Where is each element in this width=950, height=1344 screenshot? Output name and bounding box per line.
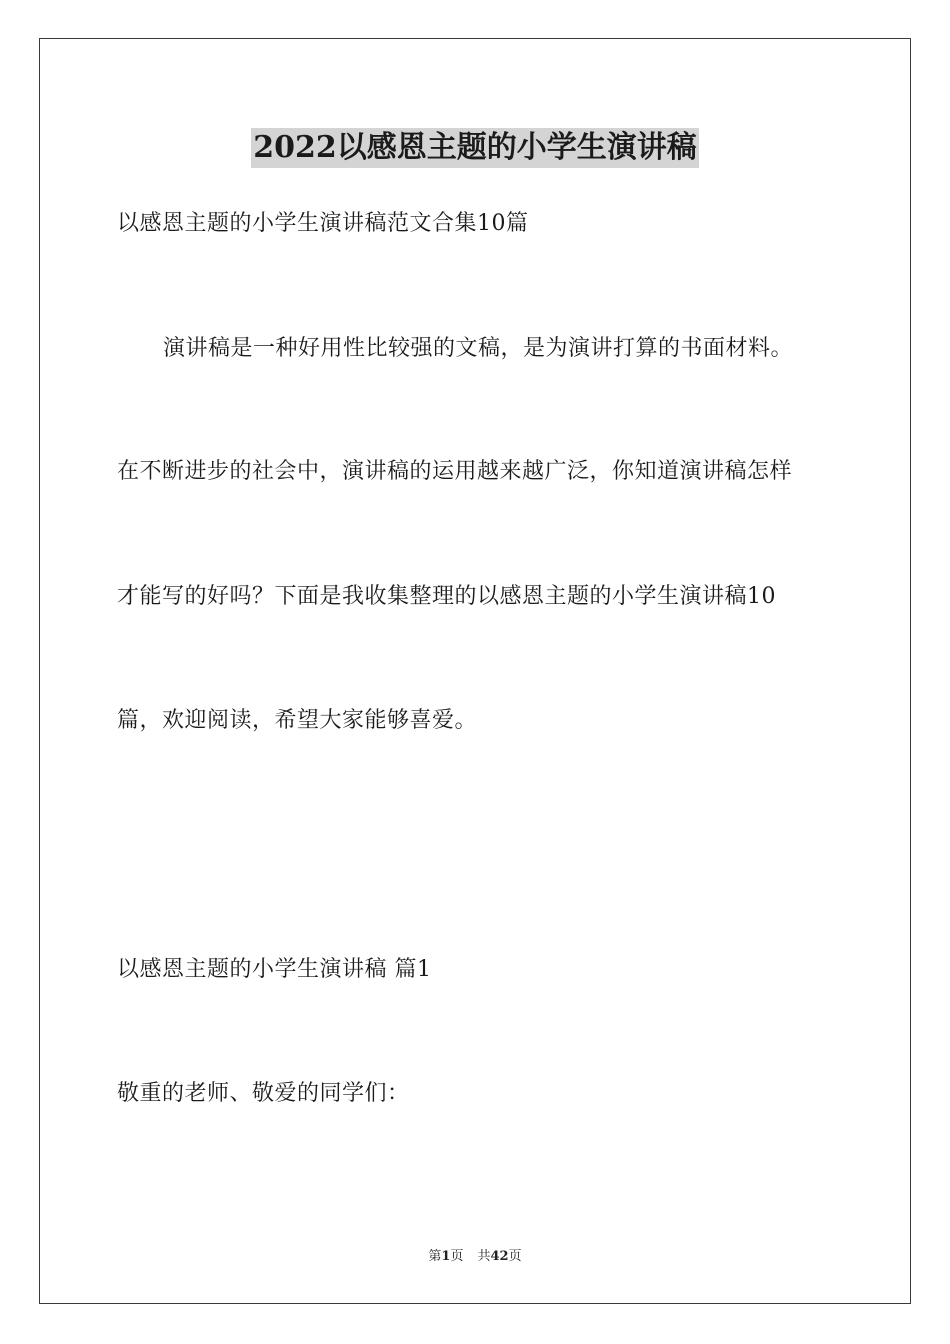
section-heading: 以感恩主题的小学生演讲稿 篇1: [117, 957, 432, 982]
footer-page-suffix: 页: [450, 1249, 464, 1264]
title-container: [0, 128, 950, 168]
footer-total-prefix: 共: [477, 1249, 491, 1264]
intro-line-3: 才能写的好吗？下面是我收集整理的以感恩主题的小学生演讲稿10: [117, 584, 776, 609]
document-title: 2022以感恩主题的小学生演讲稿: [251, 128, 699, 168]
salutation: 敬重的老师、敬爱的同学们：: [117, 1081, 410, 1106]
footer-total-suffix: 页: [508, 1249, 522, 1264]
document-subtitle: 以感恩主题的小学生演讲稿范文合集10篇: [117, 211, 529, 236]
footer-page-prefix: 第: [428, 1249, 442, 1264]
footer-page-number: 1: [441, 1249, 451, 1264]
intro-line-2: 在不断进步的社会中，演讲稿的运用越来越广泛，你知道演讲稿怎样: [117, 459, 793, 484]
intro-line-1: 演讲稿是一种好用性比较强的文稿，是为演讲打算的书面材料。: [163, 336, 794, 361]
footer-total-pages: 42: [490, 1249, 509, 1264]
intro-line-4: 篇，欢迎阅读，希望大家能够喜爱。: [117, 708, 478, 733]
page-footer: [0, 1248, 950, 1266]
